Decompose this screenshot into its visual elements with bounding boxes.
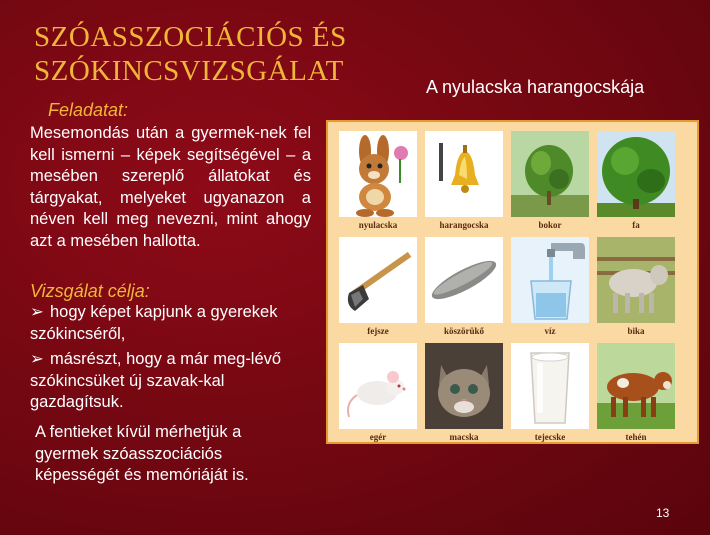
whetstone-icon xyxy=(425,237,503,323)
goal-bullet-2 xyxy=(30,349,310,414)
picture-label: bokor xyxy=(538,220,562,230)
picture-label: nyulacska xyxy=(358,220,398,230)
arrow-bullet-icon: ➢ xyxy=(30,350,44,368)
milk-icon xyxy=(511,343,589,429)
picture-card xyxy=(508,339,592,447)
task-text: Mesemondás után a gyermek-nek fel kell ismerni – képek segítségével – a mesében szereplő állatokat és tárgyakat, melyeket ugyanazon a néven kell meg nevezni, mint ahogy azt a mesében hallotta. xyxy=(30,124,311,250)
rabbit-icon xyxy=(339,131,417,217)
goal-bullet-1 xyxy=(30,302,320,345)
picture-card xyxy=(594,339,678,447)
slide-title xyxy=(34,20,404,88)
picture-card xyxy=(508,233,592,341)
goal-bullet-1-text: hogy képet kapjunk a gyerekek szókincséről, xyxy=(30,303,278,343)
cow-icon xyxy=(597,343,675,429)
picture-label: egér xyxy=(369,432,387,442)
picture-card xyxy=(594,233,678,341)
picture-label: víz xyxy=(544,326,556,336)
picture-label: fa xyxy=(632,220,640,230)
picture-card xyxy=(336,233,420,341)
task-heading: Feladatat: xyxy=(48,100,129,120)
picture-card xyxy=(594,127,678,235)
picture-card xyxy=(508,127,592,235)
bell-icon xyxy=(425,131,503,217)
picture-card xyxy=(336,339,420,447)
picture-card xyxy=(336,127,420,235)
tree-icon xyxy=(597,131,675,217)
story-title: A nyulacska harangocskája xyxy=(426,77,645,97)
title-line-2: SZÓKINCSVIZSGÁLAT xyxy=(34,55,344,87)
goal-heading: Vizsgálat célja: xyxy=(30,281,150,301)
picture-card xyxy=(422,127,506,235)
arrow-bullet-icon: ➢ xyxy=(30,303,44,321)
mouse-icon xyxy=(339,343,417,429)
picture-label: fejsze xyxy=(367,326,389,336)
picture-label: köszörükő xyxy=(443,326,484,336)
picture-label: tejecske xyxy=(534,432,566,442)
picture-card xyxy=(422,339,506,447)
picture-label: tehén xyxy=(625,432,647,442)
cat-icon xyxy=(425,343,503,429)
picture-label: bika xyxy=(627,326,645,336)
picture-label: macska xyxy=(449,432,479,442)
goal-bullet-2-text: másrészt, hogy a már meg-lévő szókincsüket új szavak-kal gazdagítsuk. xyxy=(30,350,282,411)
page-number: 13 xyxy=(656,506,670,520)
axe-icon xyxy=(339,237,417,323)
bull-icon xyxy=(597,237,675,323)
picture-label: harangocska xyxy=(439,220,489,230)
picture-panel xyxy=(326,120,699,444)
picture-card xyxy=(422,233,506,341)
goal-closing-text: A fentieket kívül mérhetjük a gyermek szóasszociációs képességét és memóriáját is. xyxy=(35,423,249,484)
water-icon xyxy=(511,237,589,323)
bush-icon xyxy=(511,131,589,217)
title-line-1: SZÓASSZOCIÁCIÓS ÉS xyxy=(34,21,347,53)
